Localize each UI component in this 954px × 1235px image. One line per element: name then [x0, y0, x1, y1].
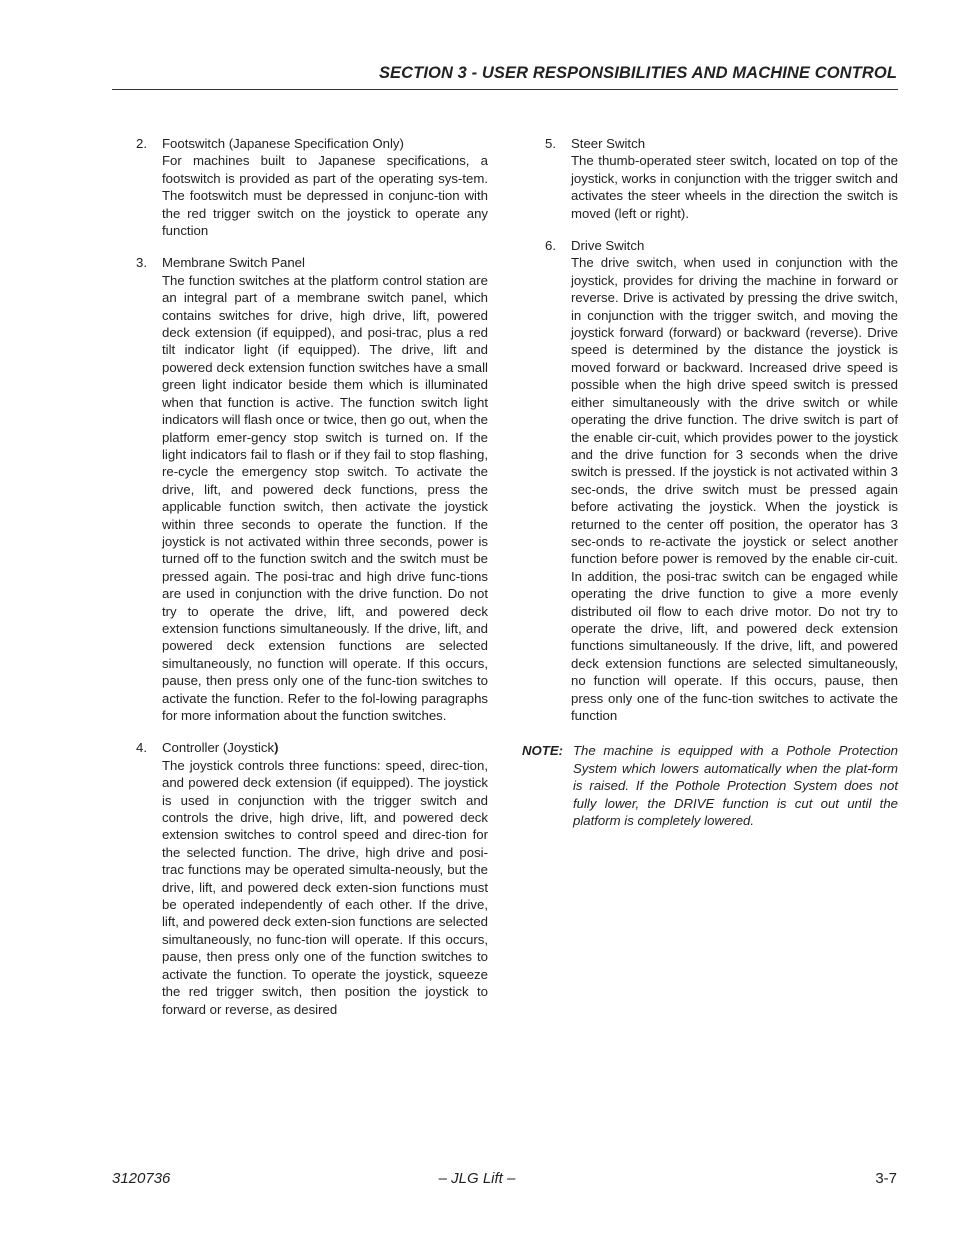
item-title: Steer Switch — [571, 136, 646, 151]
item-number: 5. — [545, 136, 556, 151]
section-title: SECTION 3 - USER RESPONSIBILITIES AND MACHINE CONTROL — [378, 64, 897, 82]
item-number: 6. — [545, 238, 556, 254]
item-number: 3. — [136, 255, 147, 271]
item-title: Footswitch (Japanese Specification Only) — [162, 136, 404, 151]
item-number: 4. — [136, 740, 147, 756]
list-item-footswitch — [136, 135, 488, 239]
note-text: The machine is equipped with a Pothole Protection System which lowers automatically when the plat-form is raised. If the Pothole Protection System does not fully lower, the DRIVE function is cut out until the platform is completely lowered. — [573, 743, 898, 829]
right-column — [522, 135, 898, 829]
list-item-membrane-switch-panel — [136, 254, 488, 724]
note — [522, 742, 898, 829]
left-column — [136, 135, 488, 1033]
item-body: The function switches at the platform control station are an integral part of a membrane switch panel, which contains switches for drive, high drive, lift, powered deck extension (if equipped), and posi-trac, plus a red tilt indicator light (if equipped). The drive, lift and powered deck extension function switches have a small green light indicator beside them which is illuminated when that function is active. The function switch light indicators will flash once or twice, then go out, when the platform emer-gency stop switch is turned on. If the light indicators fail to flash or if they fail to stop flashing, re-cycle the emergency stop switch. To activate the drive, lift, and powered deck functions, press the applicable function switch, then activate the joystick within three seconds to operate the function. If the joystick is not activated within three seconds, power is turned off to the function switch and the switch must be pressed again. The posi-trac and high drive func-tions are used in conjunction with the drive function. Do not try to operate the drive, lift, and powered deck extension functions simultaneously. If the drive, lift, and powered deck extension functions are selected simultaneously, no function will operate. If this occurs, pause, then press only one of the func-tion switches to activate the function. Refer to the fol-lowing paragraphs for more information about the function switches. — [162, 272, 488, 723]
item-title: Drive Switch — [571, 238, 645, 254]
item-title-text: Controller (Joystick — [162, 740, 275, 756]
note-label: NOTE: — [522, 743, 564, 759]
list-item-steer-switch — [545, 135, 898, 222]
item-body: The thumb-operated steer switch, located on top of the joystick, works in conjunction with the trigger switch and activates the steer wheels in the direction the switch is moved (left or right). — [571, 153, 898, 221]
item-body: The drive switch, when used in conjunction with the joystick, provides for driving the machine in forward or reverse. Drive is activated by pressing the drive switch, in conjunction with the trigger switch, and moving the joystick forward (forward) or backward (reverse). Drive speed is determined by the distance the joystick is moved forward or backward. Increased drive speed is possible when the high drive speed switch is pressed either simultaneously with the drive switch or while operating the drive function. The drive switch is part of the enable cir-cuit, which provides power to the joystick and the drive function for 3 seconds when the drive switch is pressed. If the joystick is not activated within 3 sec-onds, the drive switch must be pressed again before activating the joystick. When the joystick is returned to the center off position, the operator has 3 sec-onds to re-activate the joystick or select another function before power is removed by the enable cir-cuit. In addition, the posi-trac switch can be engaged while operating the drive function to give a more evenly distributed oil flow to each drive motor. Do not try to operate the drive, lift, and powered deck extension functions simultaneously. If the drive, lift, and powered deck extension functions are selected simultaneously, no function will operate. If this occurs, pause, then press only one of the func-tion switches to activate the function — [571, 255, 898, 723]
item-body: For machines built to Japanese specifications, a footswitch is provided as part of the operating sys-tem. The footswitch must be depressed in conjunc-tion with the red trigger switch on the joystick to operate any function — [162, 153, 488, 239]
item-title — [162, 739, 488, 756]
footer-brand: – JLG Lift – — [438, 1170, 516, 1187]
list-item-drive-switch — [545, 237, 898, 724]
list-item-controller-joystick — [136, 739, 488, 1018]
footer-doc-number: 3120736 — [112, 1170, 171, 1187]
footer-page-number: 3-7 — [875, 1170, 897, 1187]
item-body: The joystick controls three functions: speed, direc-tion, and powered deck extension (if equipped). The joystick is used in conjunction with the trigger switch and controls the drive, high drive, lift, and powered deck extension switches to control speed and direc-tion for the selected function. The drive, high drive and posi-trac functions may be operated simulta-neously, but the drive, lift, and powered deck exten-sion functions must be operated independently of each other. If the drive, lift, and powered deck exten-sion functions are selected simultaneously, no func-tion will operate. If this occurs, pause, then press only one of the function switches to activate the function. To operate the joystick, squeeze the red trigger switch, then position the joystick to forward or reverse, as desired — [162, 757, 488, 1017]
item-title-suffix: ) — [274, 740, 279, 756]
item-title: Membrane Switch Panel — [162, 255, 305, 271]
item-number: 2. — [136, 136, 147, 151]
header-rule — [112, 89, 898, 90]
